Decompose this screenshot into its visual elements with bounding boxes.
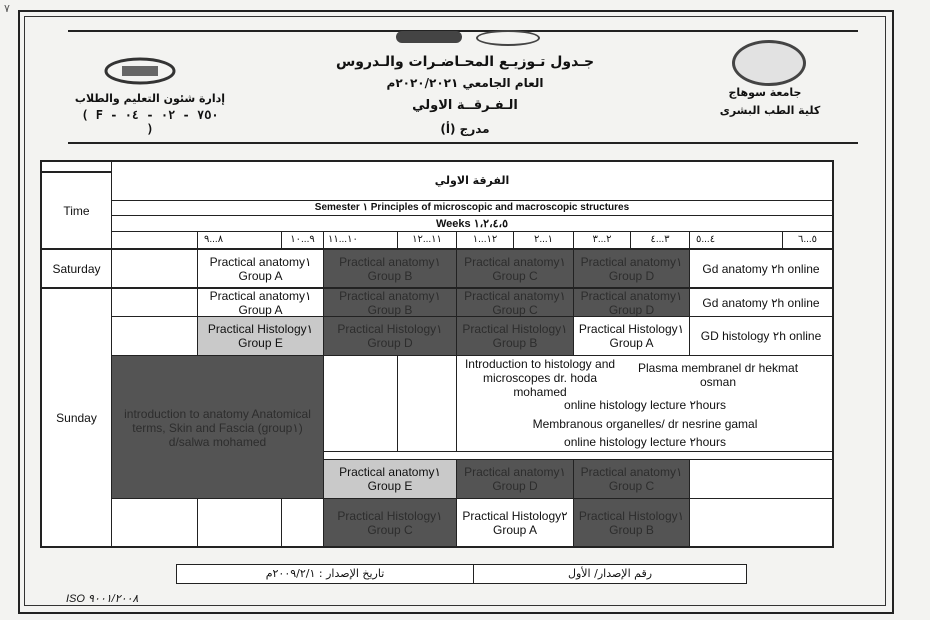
sunday-histology-a2 xyxy=(456,498,574,548)
time-slot-7 xyxy=(573,231,631,250)
sunday-histology-b2 xyxy=(573,498,690,548)
saturday-anatomy-a xyxy=(197,249,324,289)
faculty-name: كلية الطب البشرى xyxy=(719,104,821,117)
saturday-anatomy-b-label: Practical anatomy١ Group B xyxy=(339,254,441,283)
sunday-r3-empty xyxy=(689,459,834,499)
saturday-anatomy-b xyxy=(323,249,457,289)
education-logo-graphic xyxy=(102,56,178,86)
release-number-box xyxy=(473,564,747,584)
membranous-organelles-lecture: Membranous organelles/ dr nesrine gamal xyxy=(532,417,758,431)
sunday-anatomy-c2-label: Practical anatomy١ Group C xyxy=(580,465,683,493)
online-histology-lecture-2: online histology lecture ٢hours xyxy=(564,435,726,449)
sunday-r4-empty-3 xyxy=(281,498,324,548)
iso-number: ISO ٩٠٠١/٢٠٠٨ xyxy=(66,593,139,605)
time-slot-4-label: ١١...١٢ xyxy=(412,234,442,245)
sunday-anatomy-b xyxy=(323,288,457,317)
time-slot-8-label: ٣...٤ xyxy=(650,234,670,245)
sunday-anatomy-c-label: Practical anatomy١ Group C xyxy=(464,288,566,317)
time-header-cell xyxy=(40,172,112,250)
sunday-anatomy-d2-label: Practical anatomy١ Group D xyxy=(464,465,566,493)
sunday-histology-c-label: Practical Histology١ Group C xyxy=(337,508,443,537)
time-header-top xyxy=(40,160,112,172)
year-heading-cell xyxy=(111,160,834,201)
sunday-histology-b2-label: Practical Histology١ Group B xyxy=(578,508,685,537)
sunday-r2-empty xyxy=(111,316,198,356)
sunday-anatomy-c2 xyxy=(573,459,690,499)
timetable-title: جـدول تـوزيـع المحـاضـرات والـدروس xyxy=(335,54,595,70)
sunday-anatomy-online xyxy=(689,288,834,317)
sohag-university-logo xyxy=(732,40,806,86)
online-histology-lecture-1: online histology lecture ٢hours xyxy=(564,398,726,412)
university-name: جامعة سوهاج xyxy=(728,86,802,99)
day-sunday xyxy=(40,288,112,548)
time-slot-2-label: ٩...١٠ xyxy=(290,234,315,245)
time-slot-9 xyxy=(689,231,783,250)
sunday-blank-b xyxy=(397,355,457,452)
release-date-box xyxy=(176,564,474,584)
sunday-anatomy-lecture-label: introduction to anatomy Anatomical terms, Skin and Fascia (group١) d/salwa mohamed xyxy=(124,407,311,449)
saturday-anatomy-d xyxy=(573,249,690,289)
header-top-rule xyxy=(68,30,858,32)
sunday-anatomy-d xyxy=(573,288,690,317)
sunday-histology-e-label: Practical Histology١ Group E xyxy=(207,322,314,350)
time-slot-5-label: ١٢...١ xyxy=(472,234,498,245)
department-name: إدارة شئون التعليم والطلاب xyxy=(74,92,226,105)
intro-histology-lecture: Introduction to histology and microscopes dr. hoda mohamed xyxy=(464,357,616,399)
time-slot-4 xyxy=(397,231,457,250)
sunday-anatomy-e xyxy=(323,459,457,499)
sunday-histology-online-label: GD histology ٢h online xyxy=(700,329,822,343)
sunday-histology-a-label: Practical Histology١ Group A xyxy=(578,322,685,350)
sunday-histology-d xyxy=(323,316,457,356)
sunday-r4-empty-4 xyxy=(689,498,834,548)
header-logo-banner-left xyxy=(396,31,462,43)
sunday-anatomy-c xyxy=(456,288,574,317)
release-number: رقم الإصدار/ الأول xyxy=(567,567,653,580)
sunday-histology-c xyxy=(323,498,457,548)
sunday-histology-a xyxy=(573,316,690,356)
sunday-anatomy-a-label: Practical anatomy١ Group A xyxy=(209,288,312,317)
time-slot-10-label: ٥...٦ xyxy=(797,234,818,245)
day-sunday-label: Sunday xyxy=(56,410,97,425)
sunday-anatomy-d2 xyxy=(456,459,574,499)
weeks-cell xyxy=(111,215,834,232)
saturday-anatomy-a-label: Practical anatomy١ Group A xyxy=(209,254,312,283)
header-bottom-rule xyxy=(68,142,858,144)
time-slot-9-label: ٤...٥ xyxy=(696,234,716,245)
semester-title-cell xyxy=(111,200,834,216)
sunday-anatomy-b-label: Practical anatomy١ Group B xyxy=(339,288,441,317)
year-level: الـفـرقــة الاولي xyxy=(412,98,518,113)
academic-year: العام الجامعي ٢٠٢٠/٢٠٢١م xyxy=(386,76,544,90)
sunday-anatomy-online-label: Gd anatomy ٢h online xyxy=(702,295,820,310)
time-slot-6 xyxy=(513,231,574,250)
semester-title: Semester ١ Principles of microscopic and macroscopic structures xyxy=(314,202,630,213)
time-slot-6-label: ١...٢ xyxy=(533,234,554,245)
time-slot-3-label: ١٠...١١ xyxy=(328,234,358,245)
saturday-anatomy-d-label: Practical anatomy١ Group D xyxy=(580,254,683,283)
weeks-label: Weeks ١،٢،٤،٥ xyxy=(435,217,508,230)
sunday-anatomy-d-label: Practical anatomy١ Group D xyxy=(580,288,683,317)
time-slot-3 xyxy=(323,231,398,250)
sunday-anatomy-a xyxy=(197,288,324,317)
release-date: تاريخ الإصدار : ٢٠٠٩/٢/١م xyxy=(265,567,385,580)
day-saturday xyxy=(40,249,112,289)
time-slot-7-label: ٢...٣ xyxy=(592,234,612,245)
saturday-online-label: Gd anatomy ٢h online xyxy=(702,261,820,276)
time-slot-2 xyxy=(281,231,324,250)
sunday-histology-a2-label: Practical Histology٢ Group A xyxy=(462,508,568,537)
sunday-histology-b xyxy=(456,316,574,356)
time-slot-1 xyxy=(197,231,282,250)
form-code: ( F - ٧٥٠ - ٠٢ - ٠٤ ) xyxy=(81,108,219,136)
time-slot-1-label: ٨...٩ xyxy=(204,234,224,245)
sunday-r1-empty xyxy=(111,288,198,317)
sunday-r4-empty-1 xyxy=(111,498,198,548)
sunday-anatomy-lecture xyxy=(111,355,324,501)
time-slot-8 xyxy=(630,231,690,250)
saturday-online xyxy=(689,249,834,289)
saturday-anatomy-c xyxy=(456,249,574,289)
sunday-r4-empty-2 xyxy=(197,498,282,548)
time-slot-blank xyxy=(111,231,198,250)
sunday-histology-d-label: Practical Histology١ Group D xyxy=(337,322,443,350)
time-slot-10 xyxy=(782,231,834,250)
sunday-blank-a xyxy=(323,355,398,452)
day-saturday-label: Saturday xyxy=(52,261,101,276)
education-affairs-logo xyxy=(102,56,178,86)
saturday-anatomy-c-label: Practical anatomy١ Group C xyxy=(464,254,566,283)
year-heading: الفرقة الاولي xyxy=(434,174,510,187)
sunday-histology-online xyxy=(689,316,834,356)
time-label: Time xyxy=(63,203,90,218)
saturday-empty xyxy=(111,249,198,289)
header-logo-oval-right xyxy=(476,30,540,46)
lecture-hall: مدرج (أ) xyxy=(440,122,490,136)
plasma-membrane-lecture: Plasma membranel dr hekmat osman xyxy=(637,361,799,389)
corner-mark: ٧ xyxy=(4,3,10,15)
sunday-histology-e xyxy=(197,316,324,356)
sunday-anatomy-e-label: Practical anatomy١ Group E xyxy=(339,465,441,493)
sunday-histology-b-label: Practical Histology١ Group B xyxy=(462,322,568,350)
time-slot-5 xyxy=(456,231,514,250)
